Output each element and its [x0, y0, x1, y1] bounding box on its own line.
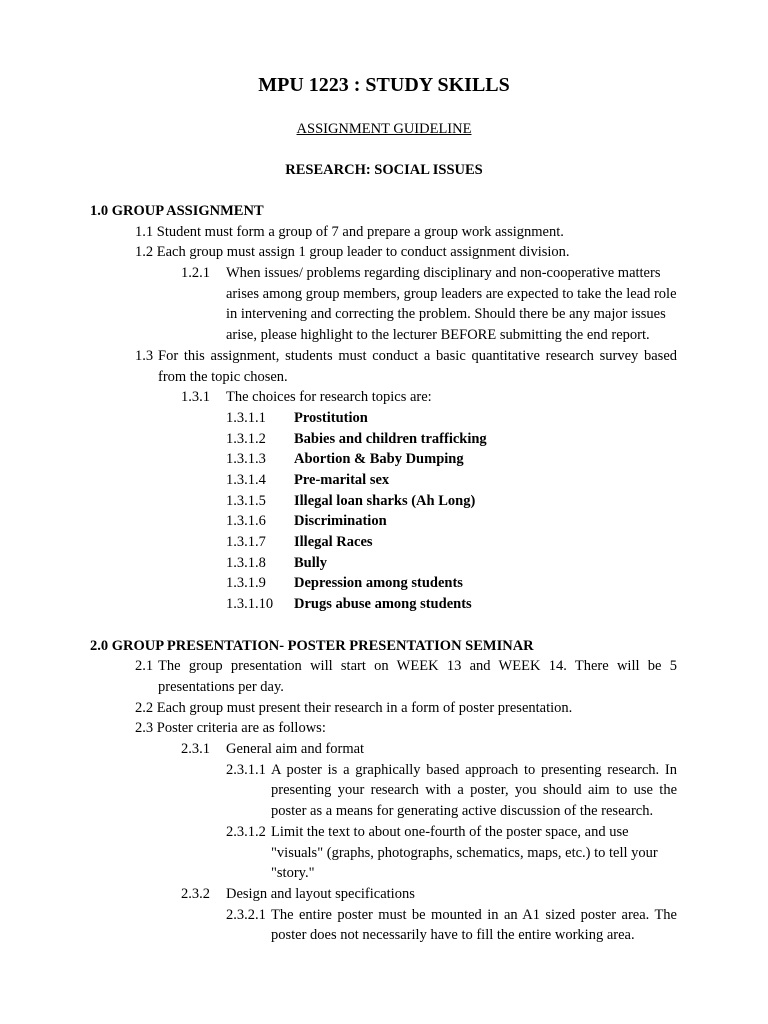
- assignment-guideline-subtitle: ASSIGNMENT GUIDELINE: [296, 121, 472, 137]
- item-2-3-2-number: 2.3.2: [181, 885, 210, 902]
- item-2-3-2-1-text: The entire poster must be mounted in an A1 sized poster area. The poster does not necessarily have to fill the entire working area.: [271, 906, 677, 944]
- section-1-heading: 1.0 GROUP ASSIGNMENT: [90, 203, 264, 219]
- item-1-3-number: 1.3: [135, 347, 154, 364]
- section-2-heading: 2.0 GROUP PRESENTATION- POSTER PRESENTATION SEMINAR: [90, 637, 534, 654]
- topic-name: Discrimination: [294, 513, 387, 530]
- topic-list-item: [0, 449, 768, 470]
- item-2-1: [0, 656, 677, 697]
- topic-list-item: [0, 408, 768, 429]
- topic-name: Abortion & Baby Dumping: [294, 451, 464, 468]
- topic-name: Babies and children trafficking: [294, 430, 487, 447]
- item-2-3-2: [0, 884, 768, 905]
- item-2-1-number: 2.1: [135, 658, 154, 675]
- topic-list-item: [0, 594, 768, 615]
- topic-name: Illegal Races: [294, 534, 373, 551]
- item-2-3-2-1: [0, 905, 677, 946]
- item-2-2: 2.2 Each group must present their research in a form of poster presentation.: [135, 699, 573, 716]
- item-2-3-1-2-text: Limit the text to about one-fourth of the poster space, and use "visuals" (graphs, photographs, schematics, maps, etc.) to tell your "story.": [271, 823, 658, 882]
- topic-name: Bully: [294, 554, 328, 571]
- topic-list-item: [0, 573, 768, 594]
- topic-number: 1.3.1.3: [226, 451, 266, 468]
- topic-number: 1.3.1.5: [226, 492, 266, 509]
- topic-number: 1.3.1.4: [226, 472, 266, 489]
- item-1-2-1: [0, 263, 677, 346]
- item-2-3-1-1-text: A poster is a graphically based approach to presenting research. In presenting your research with a poster, you should aim to use the poster as a means for generating active discussion of the research.: [271, 761, 677, 820]
- topic-list-item: [0, 532, 768, 553]
- topic-list-item: [0, 429, 768, 450]
- item-1-3-1: [0, 387, 768, 408]
- topic-number: 1.3.1.2: [226, 430, 266, 447]
- item-1-3-text: For this assignment, students must conduct a basic quantitative research survey based from the topic chosen.: [158, 347, 677, 385]
- topic-list-item: [0, 511, 768, 532]
- item-2-3-1-1-number: 2.3.1.1: [226, 761, 266, 778]
- item-2-3-1: [0, 739, 768, 760]
- item-1-1: 1.1 Student must form a group of 7 and prepare a group work assignment.: [135, 223, 564, 240]
- item-2-3-1-text: General aim and format: [226, 741, 365, 757]
- item-1-2-1-text: When issues/ problems regarding disciplinary and non-cooperative matters arises among group members, group leaders are expected to take the lead role in intervening and correcting the problem. Should there be any major issues arise, please highlight to the lecturer BEFORE submitting the end report.: [226, 265, 677, 344]
- item-1-3: [0, 346, 677, 387]
- item-1-3-1-number: 1.3.1: [181, 389, 210, 406]
- topic-number: 1.3.1.9: [226, 575, 266, 592]
- document-body: [0, 201, 768, 946]
- topic-number: 1.3.1.7: [226, 534, 266, 551]
- item-1-3-1-text: The choices for research topics are:: [226, 389, 432, 406]
- item-2-3: 2.3 Poster criteria are as follows:: [135, 720, 326, 737]
- item-2-3-1-2: [0, 822, 677, 884]
- item-2-3-1-2-number: 2.3.1.2: [226, 823, 266, 840]
- item-2-3-1-1: [0, 760, 677, 822]
- item-1-2-1-number: 1.2.1: [181, 265, 210, 282]
- section-spacer: [0, 615, 768, 636]
- research-heading: RESEARCH: SOCIAL ISSUES: [285, 162, 483, 178]
- topic-list-item: [0, 470, 768, 491]
- item-1-2: 1.2 Each group must assign 1 group leader to conduct assignment division.: [135, 244, 570, 261]
- topic-number: 1.3.1.10: [226, 596, 274, 613]
- topic-name: Prostitution: [294, 409, 368, 426]
- topic-number: 1.3.1.8: [226, 554, 266, 571]
- item-2-3-2-text: Design and layout specifications: [226, 885, 415, 902]
- topic-list-item: [0, 491, 768, 512]
- topic-name: Depression among students: [294, 575, 463, 592]
- topic-list-item: [0, 553, 768, 574]
- item-2-3-2-1-number: 2.3.2.1: [226, 906, 266, 923]
- topic-name: Pre-marital sex: [294, 472, 390, 489]
- item-2-3-1-number: 2.3.1: [181, 741, 210, 757]
- topic-name: Illegal loan sharks (Ah Long): [294, 492, 476, 509]
- topic-number: 1.3.1.6: [226, 513, 266, 530]
- page-title: MPU 1223 : STUDY SKILLS: [258, 74, 510, 96]
- item-2-1-text: The group presentation will start on WEEK 13 and WEEK 14. There will be 5 presentations per day.: [158, 658, 677, 695]
- topic-number: 1.3.1.1: [226, 409, 266, 426]
- topic-name: Drugs abuse among students: [294, 596, 472, 613]
